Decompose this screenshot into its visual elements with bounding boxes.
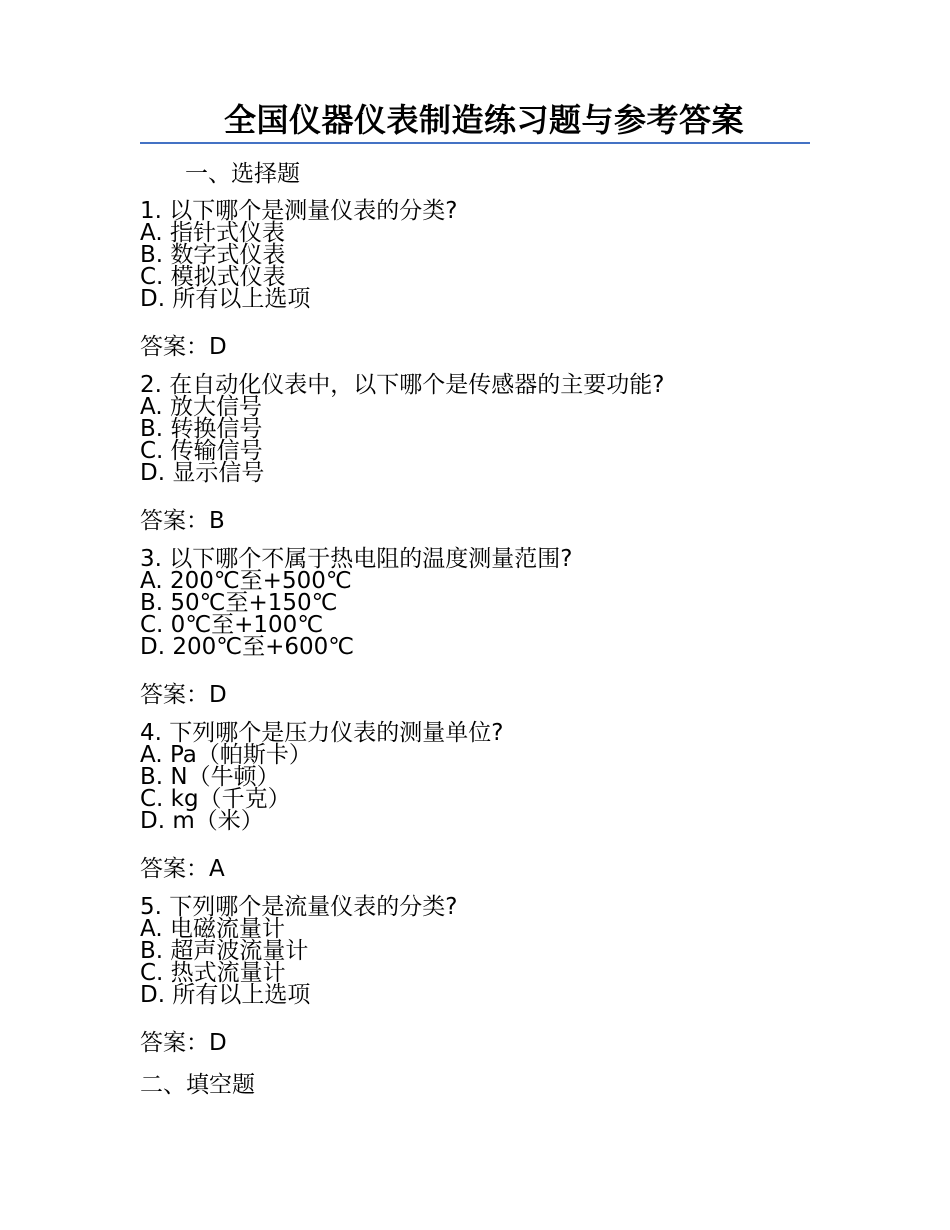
option-b: B. 转换信号 bbox=[140, 416, 263, 442]
option-a: A. Pa（帕斯卡） bbox=[140, 742, 312, 768]
option-d: D. 所有以上选项 bbox=[140, 286, 311, 312]
question-text: 2. 在自动化仪表中，以下哪个是传感器的主要功能? bbox=[140, 372, 665, 398]
question-list bbox=[140, 200, 820, 1070]
question-item bbox=[140, 200, 820, 374]
question-item bbox=[140, 548, 820, 722]
option-b: B. 数字式仪表 bbox=[140, 242, 286, 268]
option-d: D. 显示信号 bbox=[140, 460, 265, 486]
option-c: C. 传输信号 bbox=[140, 438, 263, 464]
option-list bbox=[140, 396, 820, 484]
option-b: B. N（牛顿） bbox=[140, 764, 280, 790]
option-a: A. 电磁流量计 bbox=[140, 916, 285, 942]
section-heading-multiple-choice: 一、选择题 bbox=[185, 161, 300, 187]
option-a: A. 指针式仪表 bbox=[140, 220, 285, 246]
title-block bbox=[140, 98, 810, 144]
question-text: 1. 以下哪个是测量仪表的分类? bbox=[140, 198, 458, 224]
option-d: D. 200℃至+600℃ bbox=[140, 634, 355, 660]
question-text: 3. 以下哪个不属于热电阻的温度测量范围? bbox=[140, 546, 573, 572]
option-a: A. 200℃至+500℃ bbox=[140, 568, 352, 594]
option-list bbox=[140, 744, 820, 832]
option-c: C. 模拟式仪表 bbox=[140, 264, 286, 290]
option-b: B. 50℃至+150℃ bbox=[140, 590, 338, 616]
question-item bbox=[140, 374, 820, 548]
option-list bbox=[140, 222, 820, 310]
question-item bbox=[140, 896, 820, 1070]
answer-line: 答案：D bbox=[140, 334, 227, 360]
option-list bbox=[140, 570, 820, 658]
question-text: 4. 下列哪个是压力仪表的测量单位? bbox=[140, 720, 504, 746]
section-heading-fill-in-blank: 二、填空题 bbox=[140, 1072, 255, 1098]
option-c: C. 0℃至+100℃ bbox=[140, 612, 324, 638]
answer-line: 答案：D bbox=[140, 1030, 227, 1056]
answer-line: 答案：D bbox=[140, 682, 227, 708]
option-c: C. 热式流量计 bbox=[140, 960, 286, 986]
question-item bbox=[140, 722, 820, 896]
option-d: D. 所有以上选项 bbox=[140, 982, 311, 1008]
document-title: 全国仪器仪表制造练习题与参考答案 bbox=[224, 101, 745, 139]
option-b: B. 超声波流量计 bbox=[140, 938, 309, 964]
answer-line: 答案：B bbox=[140, 508, 225, 534]
question-text: 5. 下列哪个是流量仪表的分类? bbox=[140, 894, 458, 920]
option-a: A. 放大信号 bbox=[140, 394, 262, 420]
answer-line: 答案：A bbox=[140, 856, 225, 882]
option-c: C. kg（千克） bbox=[140, 786, 291, 812]
option-list bbox=[140, 918, 820, 1006]
option-d: D. m（米） bbox=[140, 808, 264, 834]
